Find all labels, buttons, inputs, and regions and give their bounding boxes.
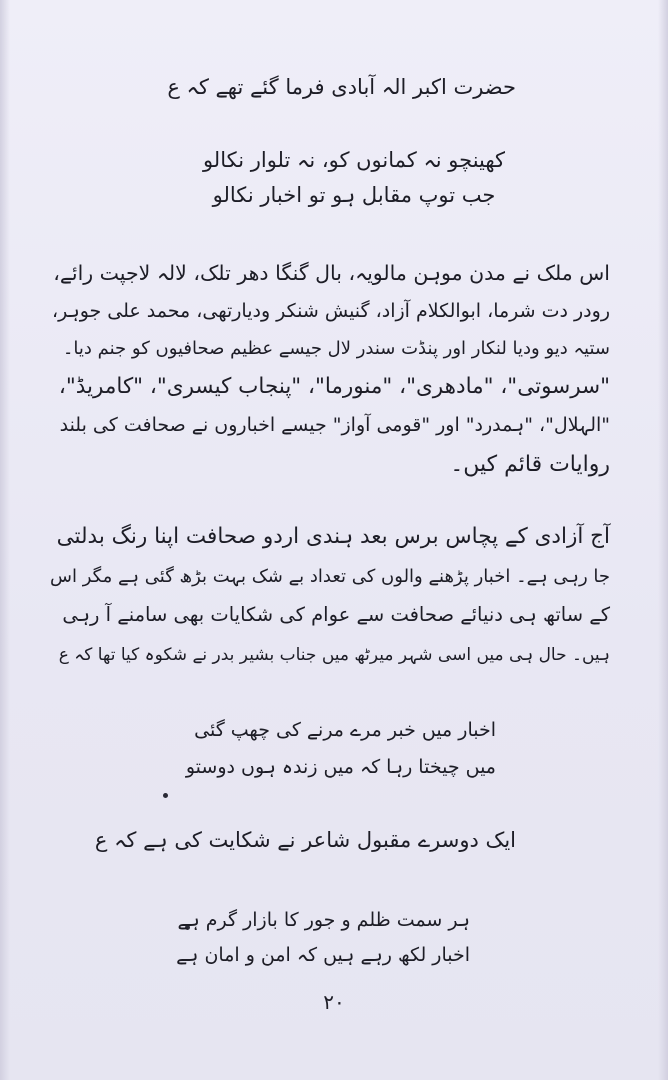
couplet-3-line-1: ہر سمت ظلم و جور کا بازار گرم ہے xyxy=(177,909,470,931)
couplet-2-line-2: میں چیختا رہا کہ میں زندہ ہوں دوستو xyxy=(185,756,496,778)
paragraph-2-line-4: ہیں۔ حال ہی میں اسی شہر میرٹھ میں جناب بشیر بدر نے شکوہ کیا تھا کہ ع xyxy=(58,645,610,665)
paragraph-1-line-2: رودر دت شرما، ابوالکلام آزاد، گنیش شنکر ودیارتھی، محمد علی جوہر، xyxy=(51,300,610,322)
paragraph-2-line-3: کے ساتھ ہی دنیائے صحافت سے عوام کی شکایات بھی سامنے آ رہی xyxy=(62,603,610,626)
couplet-2-line-1: اخبار میں خبر مرے مرنے کی چھپ گئی xyxy=(194,719,496,741)
intro-heading: حضرت اکبر الہ آبادی فرما گئے تھے کہ ع xyxy=(167,75,516,99)
couplet-1-line-2: جب توپ مقابل ہو تو اخبار نکالو xyxy=(212,183,496,207)
paragraph-1-line-3: ستیہ دیو ودیا لنکار اور پنڈت سندر لال جیسے عظیم صحافیوں کو جنم دیا۔ xyxy=(62,338,610,359)
paragraph-1-line-6: روایات قائم کیں۔ xyxy=(450,452,610,477)
transition-line: ایک دوسرے مقبول شاعر نے شکایت کی ہے کہ ع xyxy=(94,828,516,852)
couplet-3-line-2: اخبار لکھ رہے ہیں کہ امن و امان ہے xyxy=(176,944,470,966)
paragraph-2-line-2: جا رہی ہے۔ اخبار پڑھنے والوں کی تعداد بے شک بہت بڑھ گئی ہے مگر اس xyxy=(50,566,610,587)
paragraph-1-line-5: "الہلال"، "ہمدرد" اور "قومی آواز" جیسے اخباروں نے صحافت کی بلند xyxy=(59,414,610,436)
paragraph-1-line-1: اس ملک نے مدن موہن مالویہ، بال گنگا دھر تلک، لالہ لاجپت رائے، xyxy=(53,261,610,285)
paragraph-2-line-1: آج آزادی کے پچاس برس بعد ہندی اردو صحافت اپنا رنگ بدلتی xyxy=(56,524,610,549)
ink-speck xyxy=(163,793,168,798)
paragraph-1-line-4: "سرسوتی"، "مادھری"، "منورما"، "پنجاب کیسری"، "کامریڈ"، xyxy=(58,374,610,399)
page-number: ۲۰ xyxy=(323,990,345,1014)
couplet-1-line-1: کھینچو نہ کمانوں کو، نہ تلوار نکالو xyxy=(202,148,506,172)
